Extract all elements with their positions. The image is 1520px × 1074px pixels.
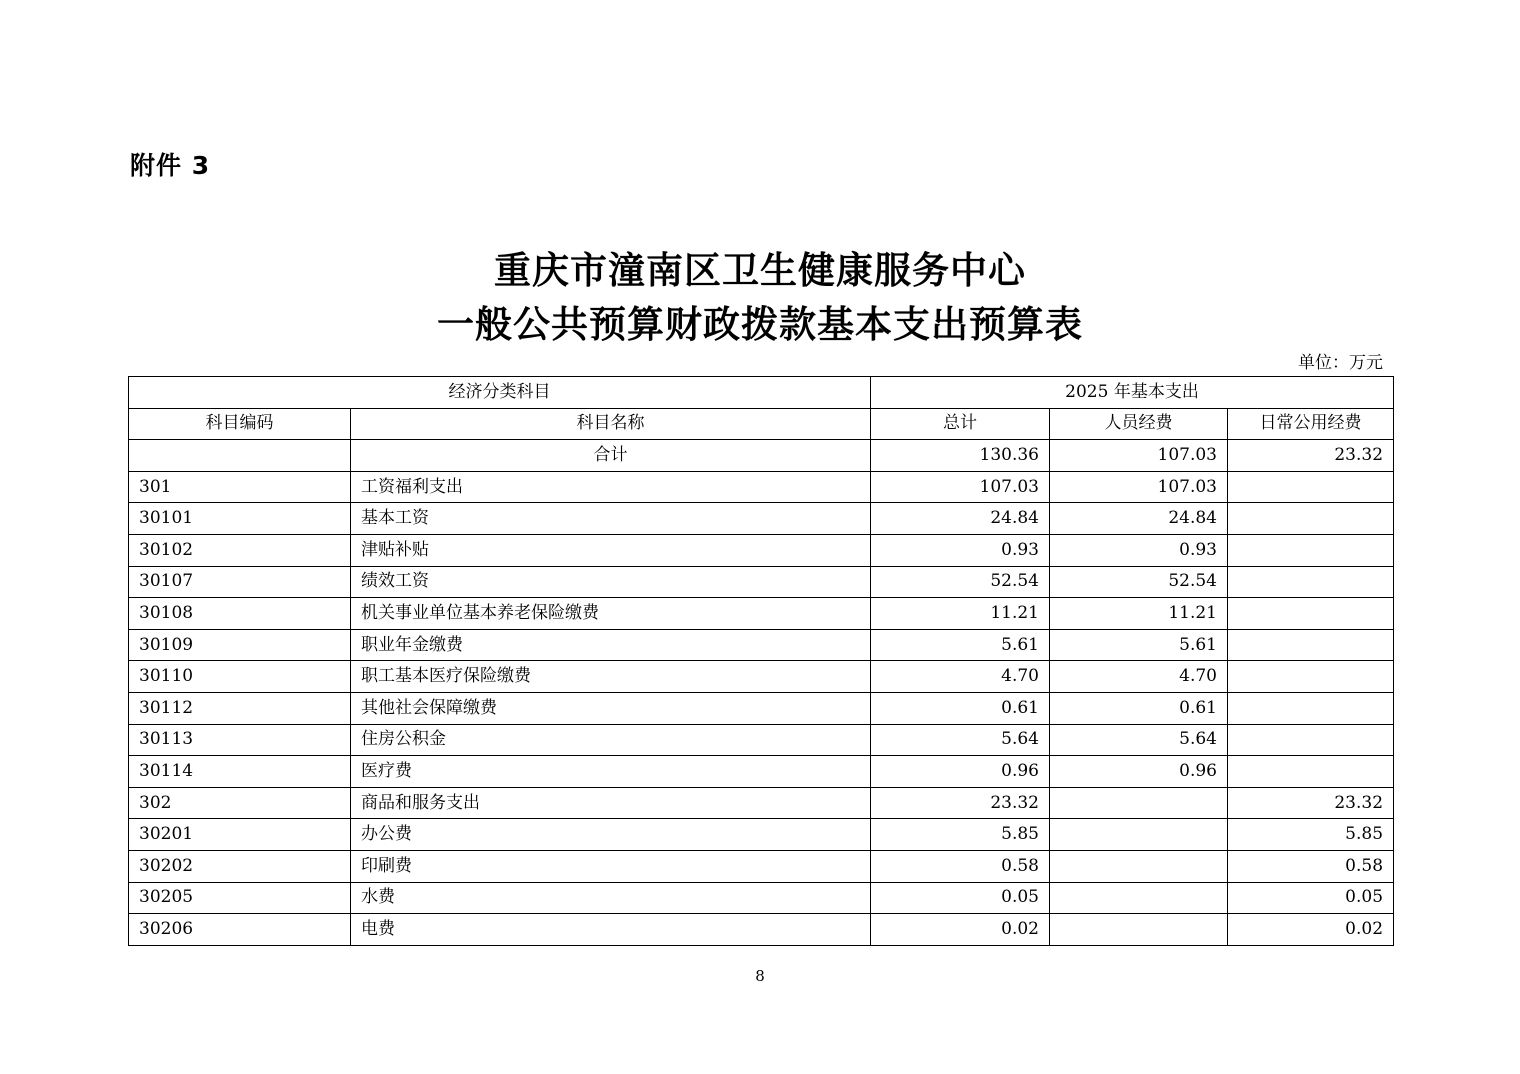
public-cell: 0.58 (1228, 850, 1394, 882)
public-cell (1228, 692, 1394, 724)
subject-name-cell: 职业年金缴费 (351, 629, 871, 661)
public-cell (1228, 756, 1394, 788)
public-cell (1228, 629, 1394, 661)
total-cell: 0.05 (871, 882, 1050, 914)
total-cell: 0.96 (871, 756, 1050, 788)
total-row-public: 23.32 (1228, 440, 1394, 472)
subject-name-cell: 水费 (351, 882, 871, 914)
subject-code-cell: 30109 (129, 629, 351, 661)
personnel-cell: 5.61 (1050, 629, 1228, 661)
personnel-cell (1050, 787, 1228, 819)
total-row (129, 440, 1394, 472)
personnel-cell: 0.96 (1050, 756, 1228, 788)
total-row-total: 130.36 (871, 440, 1050, 472)
personnel-cell: 107.03 (1050, 471, 1228, 503)
public-cell (1228, 598, 1394, 630)
subject-name-cell: 住房公积金 (351, 724, 871, 756)
table-row (129, 724, 1394, 756)
header-year-basic-expenditure: 2025 年基本支出 (871, 377, 1394, 409)
personnel-cell: 0.61 (1050, 692, 1228, 724)
subject-name-cell: 绩效工资 (351, 566, 871, 598)
total-cell: 107.03 (871, 471, 1050, 503)
subject-code-cell: 30114 (129, 756, 351, 788)
attachment-label: 附件 3 (130, 151, 211, 180)
header-personnel-expense: 人员经费 (1050, 408, 1228, 440)
total-cell: 5.85 (871, 819, 1050, 851)
table-row (129, 787, 1394, 819)
subject-code-cell: 30108 (129, 598, 351, 630)
public-cell: 5.85 (1228, 819, 1394, 851)
header-total: 总计 (871, 408, 1050, 440)
subject-code-cell: 30205 (129, 882, 351, 914)
subject-name-cell: 其他社会保障缴费 (351, 692, 871, 724)
document-title-line1: 重庆市潼南区卫生健康服务中心 (494, 248, 1026, 292)
table-row (129, 471, 1394, 503)
subject-code-cell: 30112 (129, 692, 351, 724)
public-cell (1228, 566, 1394, 598)
public-cell (1228, 503, 1394, 535)
subject-code-cell: 301 (129, 471, 351, 503)
unit-label: 单位：万元 (1298, 353, 1383, 373)
personnel-cell (1050, 914, 1228, 946)
subject-code-cell: 302 (129, 787, 351, 819)
header-econ-classification: 经济分类科目 (129, 377, 871, 409)
subject-name-cell: 职工基本医疗保险缴费 (351, 661, 871, 693)
personnel-cell: 24.84 (1050, 503, 1228, 535)
header-subject-code: 科目编码 (129, 408, 351, 440)
subject-name-cell: 工资福利支出 (351, 471, 871, 503)
total-cell: 5.61 (871, 629, 1050, 661)
header-subject-name: 科目名称 (351, 408, 871, 440)
public-cell (1228, 534, 1394, 566)
column-header-row (129, 408, 1394, 440)
total-cell: 0.61 (871, 692, 1050, 724)
subject-code-cell: 30202 (129, 850, 351, 882)
public-cell (1228, 661, 1394, 693)
subject-name-cell: 医疗费 (351, 756, 871, 788)
table-row (129, 850, 1394, 882)
public-cell: 23.32 (1228, 787, 1394, 819)
personnel-cell: 52.54 (1050, 566, 1228, 598)
subject-name-cell: 基本工资 (351, 503, 871, 535)
subject-name-cell: 印刷费 (351, 850, 871, 882)
subject-code-cell: 30101 (129, 503, 351, 535)
table-row (129, 503, 1394, 535)
subject-code-cell: 30206 (129, 914, 351, 946)
total-cell: 11.21 (871, 598, 1050, 630)
subject-code-cell: 30201 (129, 819, 351, 851)
subject-name-cell: 机关事业单位基本养老保险缴费 (351, 598, 871, 630)
personnel-cell: 11.21 (1050, 598, 1228, 630)
document-title-line2: 一般公共预算财政拨款基本支出预算表 (437, 302, 1083, 346)
public-cell: 0.02 (1228, 914, 1394, 946)
subject-name-cell: 津贴补贴 (351, 534, 871, 566)
total-row-personnel: 107.03 (1050, 440, 1228, 472)
total-row-name: 合计 (351, 440, 871, 472)
public-cell (1228, 724, 1394, 756)
table-row (129, 598, 1394, 630)
personnel-cell: 0.93 (1050, 534, 1228, 566)
total-cell: 5.64 (871, 724, 1050, 756)
table-row (129, 661, 1394, 693)
table-row (129, 914, 1394, 946)
group-header-row (129, 377, 1394, 409)
table-row (129, 819, 1394, 851)
table-row (129, 882, 1394, 914)
subject-name-cell: 办公费 (351, 819, 871, 851)
total-cell: 0.02 (871, 914, 1050, 946)
personnel-cell: 5.64 (1050, 724, 1228, 756)
header-public-expense: 日常公用经费 (1228, 408, 1394, 440)
table-row (129, 566, 1394, 598)
public-cell: 0.05 (1228, 882, 1394, 914)
subject-name-cell: 商品和服务支出 (351, 787, 871, 819)
total-cell: 4.70 (871, 661, 1050, 693)
total-cell: 24.84 (871, 503, 1050, 535)
subject-name-cell: 电费 (351, 914, 871, 946)
subject-code-cell: 30110 (129, 661, 351, 693)
subject-code-cell: 30102 (129, 534, 351, 566)
personnel-cell: 4.70 (1050, 661, 1228, 693)
total-cell: 0.58 (871, 850, 1050, 882)
table-row (129, 534, 1394, 566)
personnel-cell (1050, 819, 1228, 851)
total-row-code (129, 440, 351, 472)
table-row (129, 629, 1394, 661)
total-cell: 0.93 (871, 534, 1050, 566)
budget-table (128, 376, 1394, 946)
table-row (129, 692, 1394, 724)
subject-code-cell: 30113 (129, 724, 351, 756)
public-cell (1228, 471, 1394, 503)
subject-code-cell: 30107 (129, 566, 351, 598)
total-cell: 52.54 (871, 566, 1050, 598)
total-cell: 23.32 (871, 787, 1050, 819)
page-number: 8 (755, 967, 765, 985)
personnel-cell (1050, 850, 1228, 882)
personnel-cell (1050, 882, 1228, 914)
table-row (129, 756, 1394, 788)
